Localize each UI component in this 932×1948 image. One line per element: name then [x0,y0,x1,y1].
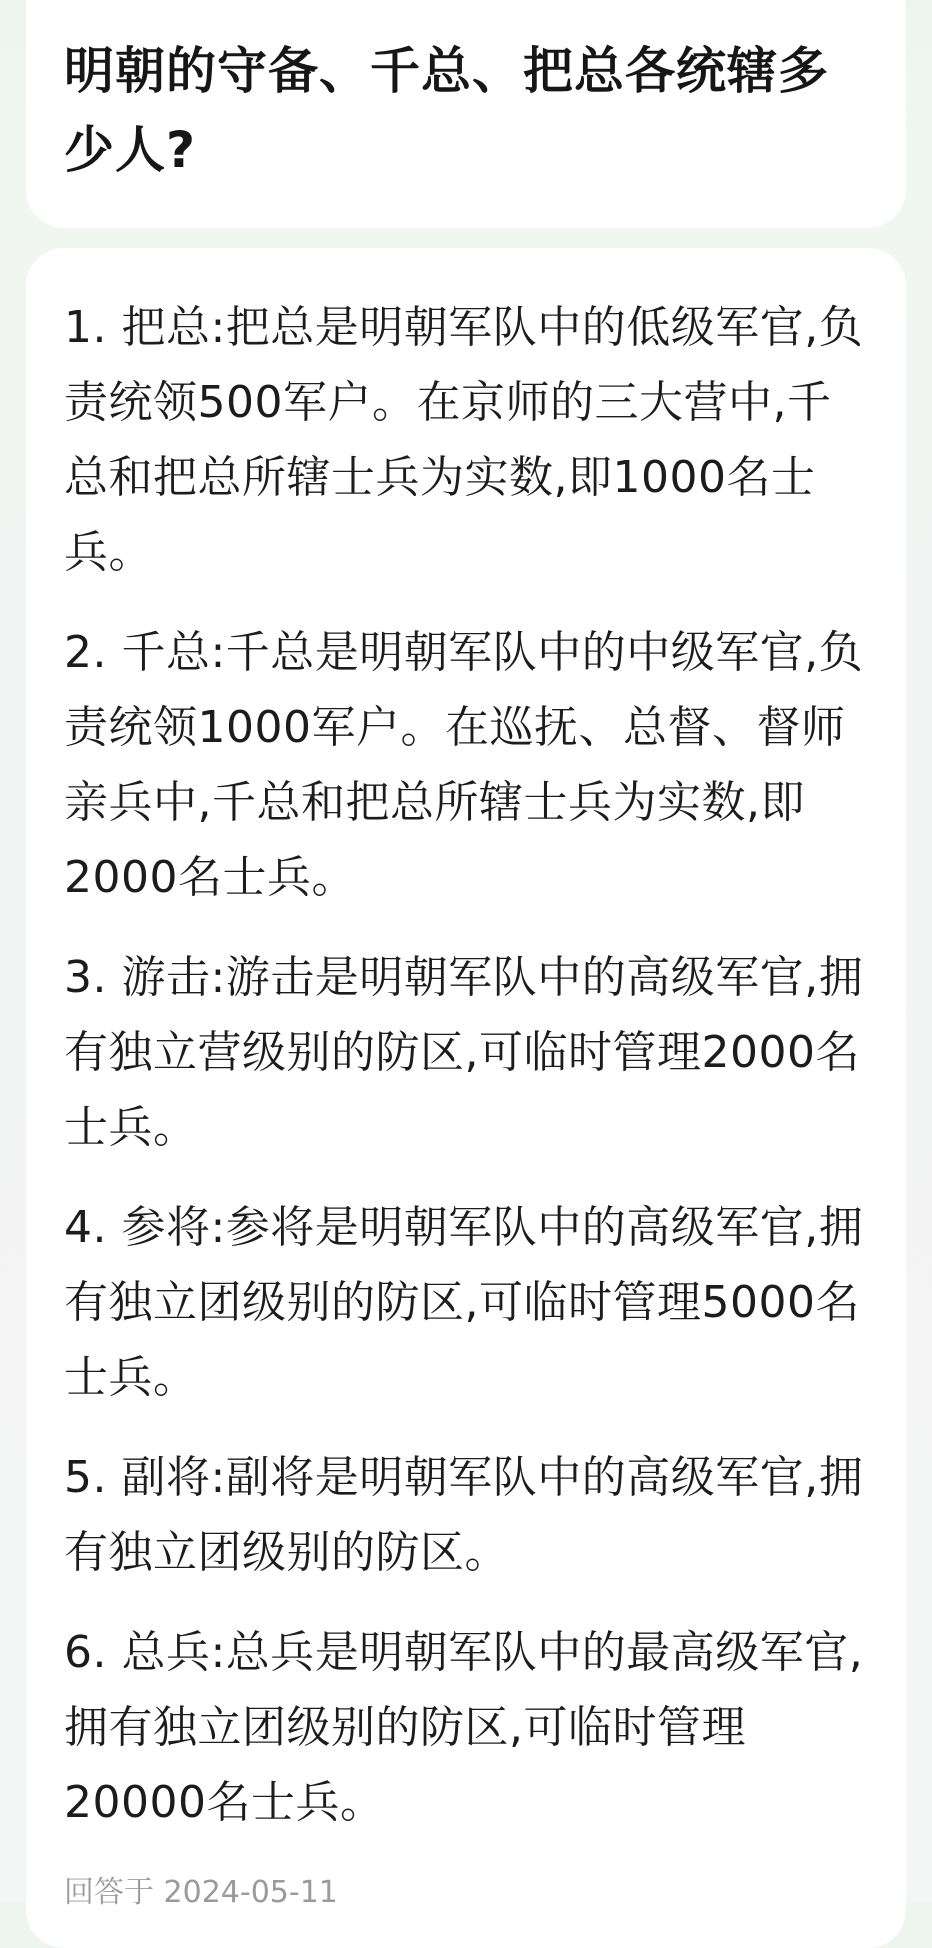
answer-item-qianzong: 2. 千总:千总是明朝军队中的中级军官,负责统领1000军户。在巡抚、总督、督师亲兵中,千总和把总所辖士兵为实数,即2000名士兵。 [64,627,864,903]
answer-item-zongbing: 6. 总兵:总兵是明朝军队中的最高级军官,拥有独立团级别的防区,可临时管理20000名士兵。 [64,1627,864,1828]
question-title: 明朝的守备、千总、把总各统辖多少人? [64,42,829,179]
question-card [26,0,906,228]
answer-item-canjiang: 4. 参将:参将是明朝军队中的高级军官,拥有独立团级别的防区,可临时管理5000名士兵。 [64,1202,864,1403]
answer-item-fujiang: 5. 副将:副将是明朝军队中的高级军官,拥有独立团级别的防区。 [64,1452,864,1578]
answer-item-youji: 3. 游击:游击是明朝军队中的高级军官,拥有独立营级别的防区,可临时管理2000名士兵。 [64,952,864,1153]
answer-item-bazong: 1. 把总:把总是明朝军队中的低级军官,负责统领500军户。在京师的三大营中,千总和把总所辖士兵为实数,即1000名士兵。 [64,302,864,578]
answer-footer: 回答于 2024-05-11 [64,1875,338,1910]
answer-card [26,248,906,1948]
